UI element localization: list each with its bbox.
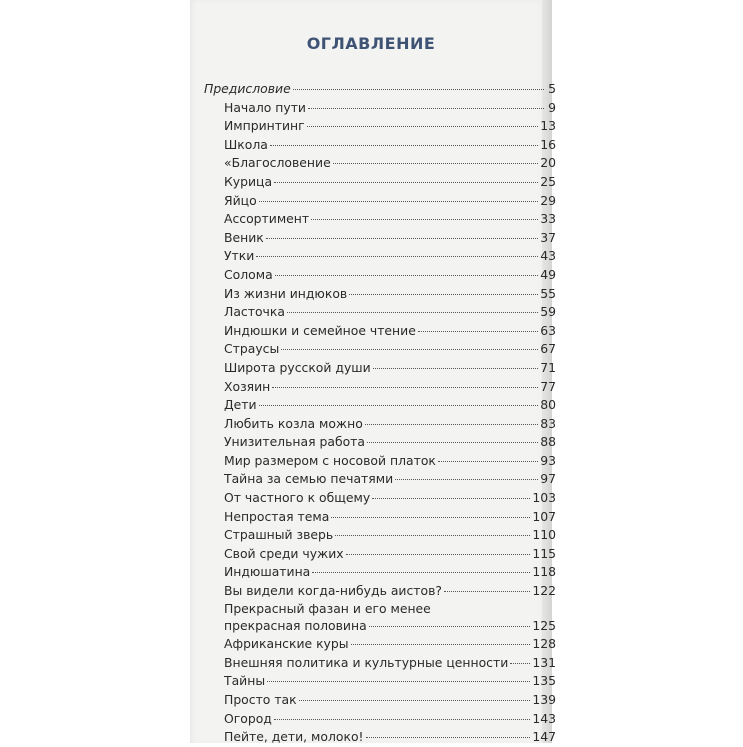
toc-entry bbox=[204, 99, 556, 118]
toc-entry-label: Огород bbox=[224, 710, 272, 726]
toc-page-number: 118 bbox=[532, 564, 556, 580]
toc-entry bbox=[204, 563, 556, 582]
dot-leader bbox=[270, 145, 538, 146]
toc-entry-label: Унизительная работа bbox=[224, 434, 365, 450]
toc-entry bbox=[204, 378, 556, 397]
toc-page-number: 139 bbox=[532, 692, 556, 707]
toc-page-number: 135 bbox=[532, 673, 556, 689]
toc-entry bbox=[204, 635, 556, 654]
toc-page-number: 83 bbox=[540, 415, 556, 431]
toc-entry-label: Пейте, дети, молоко! bbox=[224, 729, 364, 745]
dot-leader bbox=[366, 737, 531, 738]
toc-entry-line2 bbox=[204, 617, 556, 636]
dot-leader bbox=[281, 349, 538, 350]
toc-entry-label: Яйцо bbox=[224, 192, 257, 208]
toc-entry bbox=[204, 396, 556, 415]
table-of-contents bbox=[204, 80, 556, 747]
toc-entry-label: Индюшатина bbox=[224, 564, 311, 580]
toc-entry-label: Курица bbox=[224, 173, 273, 189]
toc-entry bbox=[204, 582, 556, 601]
toc-entry bbox=[204, 117, 556, 136]
dot-leader bbox=[275, 275, 539, 276]
toc-page-number: 122 bbox=[532, 583, 556, 599]
toc-entry-label: Страшный зверь bbox=[224, 527, 334, 543]
toc-entry-label: Утки bbox=[224, 248, 255, 264]
toc-entry bbox=[204, 303, 556, 322]
toc-entry bbox=[204, 415, 556, 434]
dot-leader bbox=[351, 644, 531, 645]
dot-leader bbox=[331, 517, 530, 518]
dot-leader bbox=[333, 163, 539, 164]
toc-page-number: 97 bbox=[540, 471, 556, 487]
toc-entry-label: Свой среди чужих bbox=[224, 545, 344, 561]
toc-entry bbox=[204, 654, 556, 673]
toc-entry-label: прекрасная половина bbox=[224, 617, 367, 633]
toc-page-number: 88 bbox=[540, 434, 556, 450]
dot-leader bbox=[312, 572, 530, 573]
toc-page-number: 5 bbox=[548, 81, 556, 96]
toc-entry-label: Вы видели когда-нибудь аистов? bbox=[224, 583, 442, 599]
toc-page-number: 125 bbox=[532, 617, 556, 633]
toc-entry-label: Предисловие bbox=[204, 81, 291, 96]
toc-entry-label: Хозяин bbox=[224, 378, 271, 394]
toc-page-number: 93 bbox=[540, 452, 556, 468]
toc-entry bbox=[204, 691, 556, 710]
toc-entry bbox=[204, 526, 556, 545]
toc-page-number: 77 bbox=[540, 378, 556, 394]
toc-entry bbox=[204, 452, 556, 471]
toc-entry bbox=[204, 173, 556, 192]
toc-entry bbox=[204, 710, 556, 729]
toc-page-number: 110 bbox=[532, 527, 556, 543]
toc-page-number: 115 bbox=[532, 545, 556, 561]
toc-page-number: 29 bbox=[540, 192, 556, 208]
toc-entry-label: «Благословение bbox=[224, 155, 331, 171]
dot-leader bbox=[367, 442, 538, 443]
dot-leader bbox=[293, 89, 544, 90]
dot-leader bbox=[335, 535, 530, 536]
dot-leader bbox=[267, 681, 530, 682]
dot-leader bbox=[369, 626, 531, 627]
toc-entry bbox=[204, 728, 556, 747]
dot-leader bbox=[287, 312, 538, 313]
dot-leader bbox=[510, 663, 530, 664]
toc-page-number: 9 bbox=[548, 99, 556, 115]
toc-page-number: 43 bbox=[540, 248, 556, 264]
toc-entry bbox=[204, 229, 556, 248]
toc-entry-label: Начало пути bbox=[224, 99, 306, 115]
toc-page-number: 80 bbox=[540, 397, 556, 413]
toc-entry-label: Мир размером с носовой платок bbox=[224, 452, 436, 468]
toc-page-number: 131 bbox=[532, 654, 556, 670]
toc-page-number: 16 bbox=[540, 136, 556, 152]
toc-entry-label: Дети bbox=[224, 397, 257, 413]
toc-entry bbox=[204, 508, 556, 527]
toc-page-number: 13 bbox=[540, 118, 556, 134]
toc-entry bbox=[204, 192, 556, 211]
dot-leader bbox=[308, 108, 544, 109]
toc-entry-label: Тайна за семью печатями bbox=[224, 471, 394, 487]
toc-entry bbox=[204, 210, 556, 229]
toc-page-number: 59 bbox=[540, 304, 556, 320]
toc-page-number: 103 bbox=[532, 490, 556, 506]
dot-leader bbox=[256, 256, 538, 257]
toc-entry bbox=[204, 285, 556, 304]
dot-leader bbox=[274, 719, 530, 720]
toc-entry-label: Прекрасный фазан и его менее bbox=[224, 600, 431, 616]
toc-entry bbox=[204, 136, 556, 155]
toc-entry-label: Любить козла можно bbox=[224, 415, 363, 431]
toc-entry-label: Непростая тема bbox=[224, 508, 330, 524]
toc-entry-preface bbox=[204, 80, 556, 99]
toc-entry bbox=[204, 489, 556, 508]
toc-entry-label: Внешняя политика и культурные ценности bbox=[224, 654, 509, 670]
toc-entry bbox=[204, 322, 556, 341]
toc-entry-line1 bbox=[204, 601, 556, 617]
dot-leader bbox=[259, 201, 539, 202]
toc-entry-label: Просто так bbox=[224, 692, 297, 707]
dot-leader bbox=[259, 405, 539, 406]
dot-leader bbox=[307, 126, 539, 127]
toc-page-number: 147 bbox=[532, 729, 556, 745]
toc-entry-label: Импринтинг bbox=[224, 118, 305, 134]
toc-title: ОГЛАВЛЕНИЕ bbox=[306, 34, 436, 53]
toc-entry bbox=[204, 545, 556, 564]
dot-leader bbox=[444, 591, 530, 592]
toc-entry bbox=[204, 470, 556, 489]
toc-page-number: 128 bbox=[532, 636, 556, 652]
toc-entry bbox=[204, 672, 556, 691]
toc-entry-label: Африканские куры bbox=[224, 636, 349, 652]
toc-entry bbox=[204, 247, 556, 266]
toc-entry-label: Тайны bbox=[224, 673, 266, 689]
toc-entry bbox=[204, 266, 556, 285]
dot-leader bbox=[274, 182, 538, 183]
dot-leader bbox=[373, 368, 539, 369]
toc-page-number: 49 bbox=[540, 266, 556, 282]
dot-leader bbox=[349, 294, 538, 295]
toc-entry-label: Широта русской души bbox=[224, 359, 371, 375]
toc-entry-label: Индюшки и семейное чтение bbox=[224, 322, 416, 338]
toc-entry bbox=[204, 154, 556, 173]
dot-leader bbox=[372, 498, 530, 499]
dot-leader bbox=[311, 219, 538, 220]
dot-leader bbox=[266, 238, 538, 239]
dot-leader bbox=[438, 461, 538, 462]
dot-leader bbox=[418, 331, 538, 332]
toc-entry-label: От частного к общему bbox=[224, 490, 371, 506]
dot-leader bbox=[395, 479, 538, 480]
toc-page-number: 143 bbox=[532, 710, 556, 726]
toc-entry-label: Солома bbox=[224, 266, 273, 282]
toc-page-number: 67 bbox=[540, 341, 556, 357]
toc-entry-label: Школа bbox=[224, 136, 268, 152]
toc-entry bbox=[204, 359, 556, 378]
dot-leader bbox=[365, 424, 538, 425]
toc-entry-label: Ассортимент bbox=[224, 211, 310, 227]
toc-page-number: 63 bbox=[540, 322, 556, 338]
toc-entry bbox=[204, 433, 556, 452]
toc-entry-label: Страусы bbox=[224, 341, 280, 357]
toc-page-number: 33 bbox=[540, 211, 556, 227]
toc-entry-label: Из жизни индюков bbox=[224, 285, 348, 301]
dot-leader bbox=[299, 700, 531, 701]
toc-page-number: 20 bbox=[540, 155, 556, 171]
toc-entry-label: Веник bbox=[224, 229, 264, 245]
toc-page-number: 55 bbox=[540, 285, 556, 301]
toc-page-number: 107 bbox=[532, 508, 556, 524]
toc-entry-label: Ласточка bbox=[224, 304, 285, 320]
dot-leader bbox=[272, 387, 538, 388]
toc-page-number: 25 bbox=[540, 173, 556, 189]
toc-page-number: 71 bbox=[540, 359, 556, 375]
dot-leader bbox=[346, 554, 531, 555]
toc-page-number: 37 bbox=[540, 229, 556, 245]
toc-entry bbox=[204, 340, 556, 359]
